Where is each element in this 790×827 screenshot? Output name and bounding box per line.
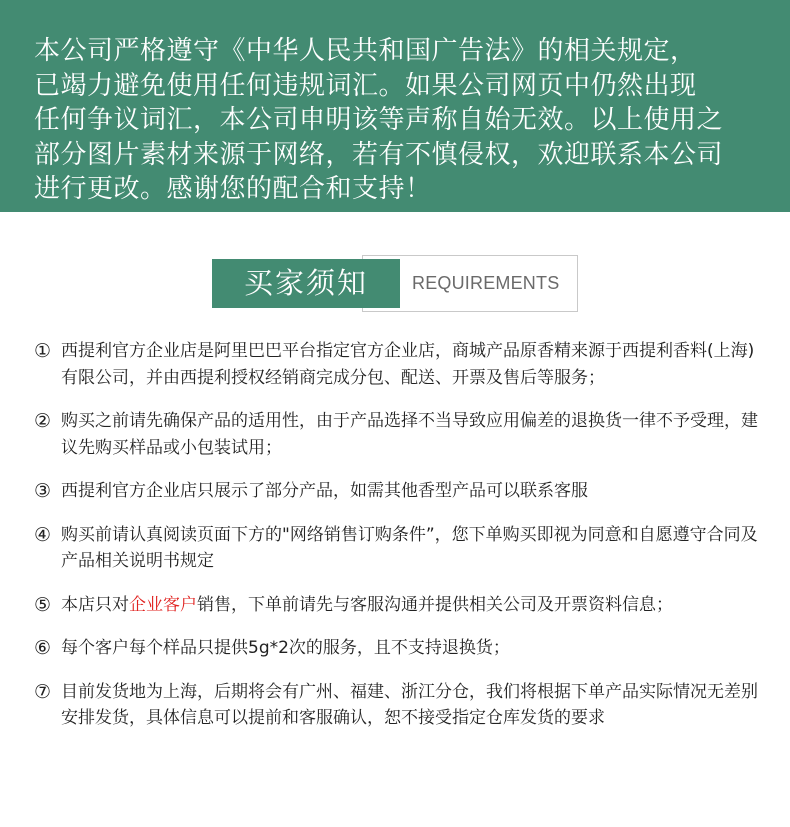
disclaimer-banner bbox=[0, 0, 790, 212]
list-item bbox=[34, 338, 764, 391]
item-text: 西提利官方企业店是阿里巴巴平台指定官方企业店，商城产品原香精来源于西提利香料(上海)有限公司，并由西提利授权经销商完成分包、配送、开票及售后等服务； bbox=[61, 341, 755, 388]
highlight-enterprise-customers: 企业客户 bbox=[129, 594, 197, 615]
item-text: 购买前请认真阅读页面下方的"网络销售订购条件”，您下单购买即视为同意和自愿遵守合同及产品相关说明书规定 bbox=[61, 524, 758, 571]
list-item bbox=[34, 679, 764, 732]
list-item bbox=[34, 408, 764, 461]
item-number: ① bbox=[34, 340, 52, 362]
requirements-list bbox=[34, 338, 764, 749]
item-number: ⑦ bbox=[34, 680, 52, 703]
item-text-before: 本店只对 bbox=[61, 594, 129, 615]
list-item bbox=[34, 635, 764, 662]
disclaimer-text bbox=[34, 34, 764, 207]
item-number: ⑤ bbox=[34, 593, 52, 616]
disclaimer-line: 部分图片素材来源于网络，若有不慎侵权，欢迎联系本公司 bbox=[34, 139, 724, 170]
item-number: ⑥ bbox=[34, 637, 52, 659]
item-number: ② bbox=[34, 410, 52, 432]
title-english: REQUIREMENTS bbox=[412, 273, 560, 293]
disclaimer-line: 本公司严格遵守《中华人民共和国广告法》的相关规定， bbox=[34, 36, 697, 66]
disclaimer-line: 已竭力避免使用任何违规词汇。如果公司网页中仍然出现 bbox=[34, 70, 697, 101]
disclaimer-line: 进行更改。感谢您的配合和支持！ bbox=[34, 174, 432, 204]
list-item bbox=[34, 478, 764, 505]
item-text: 每个客户每个样品只提供5g*2次的服务，且不支持退换货； bbox=[61, 638, 510, 658]
disclaimer-line: 任何争议词汇，本公司申明该等声称自始无效。以上使用之 bbox=[34, 105, 724, 135]
list-item bbox=[34, 592, 764, 619]
item-text: 西提利官方企业店只展示了部分产品，如需其他香型产品可以联系客服 bbox=[61, 481, 588, 501]
section-title bbox=[212, 255, 578, 312]
item-text: 购买之前请先确保产品的适用性，由于产品选择不当导致应用偏差的退换货一律不予受理，建议先购买样品或小包装试用； bbox=[61, 411, 758, 458]
item-number: ③ bbox=[34, 480, 52, 502]
item-number: ④ bbox=[34, 523, 52, 546]
list-item bbox=[34, 522, 764, 575]
item-text-after: 销售，下单前请先与客服沟通并提供相关公司及开票资料信息； bbox=[197, 594, 673, 615]
title-chinese: 买家须知 bbox=[212, 259, 400, 308]
item-text: 目前发货地为上海，后期将会有广州、福建、浙江分仓，我们将根据下单产品实际情况无差别安排发货，具体信息可以提前和客服确认，恕不接受指定仓库发货的要求 bbox=[61, 681, 758, 728]
